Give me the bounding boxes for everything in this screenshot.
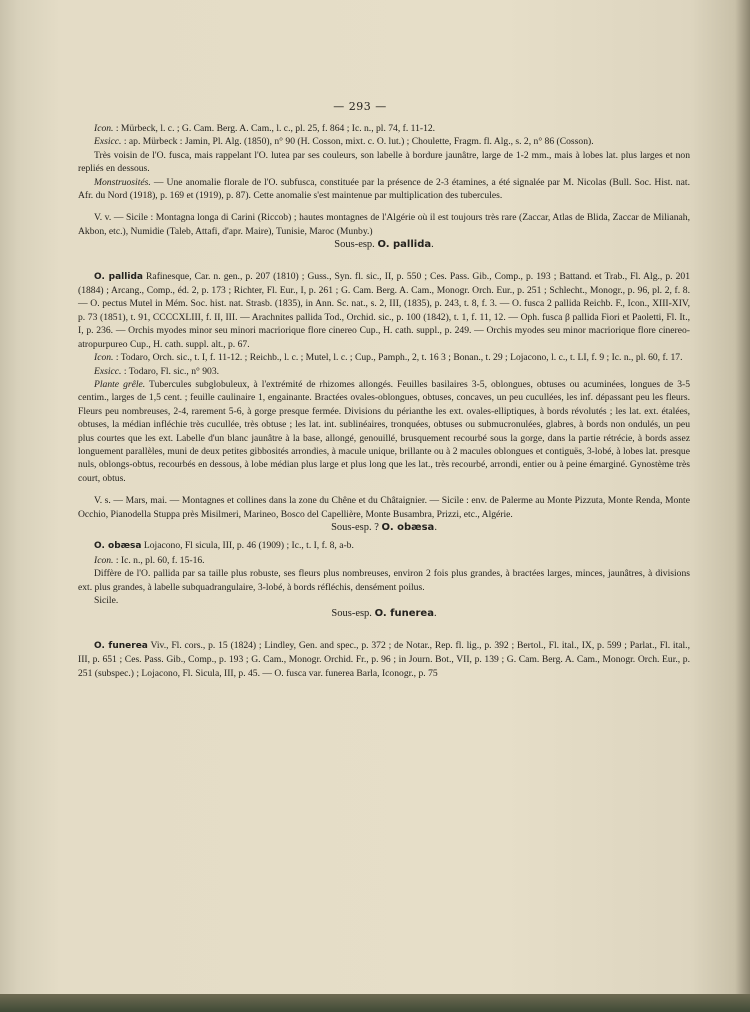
exsicc-text: : ap. Mürbeck : Jamin, Pl. Alg. (1850), n° 90 (H. Cosson, mixt. c. O. lut.) ; Choulette, Fragm. fl. Alg., s. 2, n° 86 (Cosson). [121, 136, 594, 148]
pallida-synonymy-paragraph [78, 270, 690, 351]
obaesa-description-paragraph: Diffère de l'O. pallida par sa taille plus robuste, ses fleurs plus nombreuses, environ 2 fois plus grandes, à bractées larges, minces, jaunâtres, à divisions ext. plus grandes, à labelle subquadrangulaire, 3-lobé, à bords réfléchis, densément poilus. [78, 568, 690, 593]
obaesa-icon-text: : Ic. n., pl. 60, f. 15-16. [113, 554, 205, 566]
funerea-synonymy-text: Viv., Fl. cors., p. 15 (1824) ; Lindley, Gen. and spec., p. 372 ; de Notar., Rep. fl. lig., p. 392 ; Bertol., Fl. ital., IX, p. 599 ; Parlat., Fl. ital., III, p. 651 ; Ces. Pass. Gib., Comp., p. 193 ; G. Cam., Monogr. Orchid. Fr., p. 96 ; in Journ. Bot., VII, p. 139 ; G. Cam. Berg. A. Cam., Monogr. Orch. Eur., p. 251 (subspec.) ; Lojacono, Fl. Sicula, III, p. 45. — O. fusca var. funerea Barla, Iconogr., p. 75 [78, 639, 690, 679]
heading-funerea-prefix: Sous-esp. [331, 608, 375, 620]
heading-funerea-name: O. funerea [374, 608, 434, 620]
pallida-exsicc-paragraph [78, 365, 690, 378]
heading-pallida-prefix: Sous-esp. [334, 239, 378, 251]
obaesa-name: O. obæsa [94, 541, 142, 552]
pallida-description-text: Tubercules subglobuleux, à l'extrémité de rhizomes allongés. Feuilles basilaires 3-5, oblongues, obtuses ou acuminées, longues de 3-5 centim., larges de 1,5 cent. ; feuille caulinaire 1, engainante. Bractées ovales-oblongues, obtuses, concaves, un peu cucullées, les inf. dépassant peu les fleurs. Fleurs peu nombreuses, 2-4, rarement 5-6, à gorge presque fermée. Divisions du périanthe les ext. ovales-elliptiques, à bords révolutés ; les lat. ext. étalées, obtuses, la médian infléchie très cucullée, très obtuse ; les lat. int. sublinéaires, tronquées, obtuses ou submucronulées, glabres, à bords non ondulés, un peu plus courtes que les ext. Labelle d'un blanc jaunâtre à la base, allongé, genouillé, brusquement recourbé sous la gorge, dans la partie rétrécie, à bords assez longuement parallèles, muni de deux petites gibbosités arrondies, à macule unique, brillante ou à 2 macules oblongues et contiguës, 3-lobé, à lobes lat. presque nuls, oblongs-obtus, recourbés en dessous, à lobe médian plus large et plus long que les lat., très recourbé, arrondi, entier ou à peine émarginé. Gynostème très court, obtus. [78, 378, 690, 484]
pallida-synonymy-text: Rafinesque, Car. n. gen., p. 207 (1810) ; Guss., Syn. fl. sic., II, p. 550 ; Ces. Pass. Gib., Comp., p. 193 ; Battand. et Trab., Fl. Alg., p. 201 (1884) ; Arcang., Comp., éd. 2, p. 173 ; Richter, Fl. Eur., I, p. 261 ; G. Cam. Berg. A. Cam., Monogr. Orch. Eur., p. 251 ; Schlecht., Monogr., p. 96, pl. 2, f. 8. — O. pectus Mutel in Mém. Soc. hist. nat. Strasb. (1835), in Ann. Sc. nat., s. 2, III, (1835), p. 243, t. 8, f. 3. — O. fusca 2 pallida Reichb. F., Icon., XIII-XIV, p. 73 (1851), t. 91, CCCCXLIII, f. II, III. — Arachnites pallida Tod., Orchid. sic., p. 100 (1842), t. 1, f. 11, 12. — Oph. fusca β pallida Fiori et Paoletti, Fl. It., I, p. 236. — Orchis myodes minor seu minori macriorique flore cinereo Cup., H. cath. suppl., p. 249. — Orchis myodes seu minor macriorique flore cinereo-atropurpureo Cup., H. cath. suppl. alt., p. 67. [78, 270, 690, 350]
obaesa-synonymy-text: Lojacono, Fl sicula, III, p. 46 (1909) ; Ic., t. I, f. 8, a-b. [141, 540, 354, 552]
exsicc-label: Exsicc. [94, 136, 122, 148]
pallida-description-label: Plante grêle. [94, 378, 146, 390]
heading-pallida-suffix: . [431, 239, 434, 251]
monstruosites-text: — Une anomalie florale de l'O. subfusca, constituée par la présence de 2-3 étamines, a été signalée par M. Nicolas (Bull. Soc. Hist. nat. Afr. du Nord (1918), p. 169 et (1919), p. 87). Cette anomalie s'est maintenue par multiplication des tubercules. [78, 176, 690, 202]
page-body [78, 122, 690, 680]
icon-paragraph [78, 122, 690, 135]
pallida-icon-paragraph [78, 351, 690, 364]
obaesa-distribution-paragraph: Sicile. [94, 595, 119, 606]
pallida-exsicc-label: Exsicc. [94, 365, 122, 377]
funerea-name: O. funerea [94, 640, 148, 651]
heading-pallida [78, 238, 690, 251]
pallida-description-paragraph [78, 378, 690, 485]
heading-funerea [78, 607, 690, 620]
heading-obaesa [78, 521, 690, 534]
heading-pallida-name: O. pallida [377, 239, 432, 251]
obaesa-synonymy-paragraph [78, 539, 690, 553]
heading-obaesa-prefix: Sous-esp. ? [331, 521, 382, 533]
monstruosites-label: Monstruosités. [94, 176, 151, 188]
pallida-distribution-paragraph: V. s. — Mars, mai. — Montagnes et collines dans la zone du Chêne et du Châtaignier. — Sicile : env. de Palerme au Monte Pizzuta, Monte Renda, Monte Occhio, Pianodella Stuppa près Misilmeri, Marineo, Bosco del Capellière, Monte Busambra, Prizzi, etc., Algérie. [78, 495, 690, 520]
page-number: — 293 — [333, 100, 387, 113]
pallida-exsicc-text: : Todaro, Fl. sic., n° 903. [121, 365, 220, 377]
pallida-icon-label: Icon. [94, 352, 114, 364]
icon-text: : Mürbeck, l. c. ; G. Cam. Berg. A. Cam., l. c., pl. 25, f. 864 ; Ic. n., pl. 74, f. 11-12. [113, 123, 436, 134]
monstruosites-paragraph [78, 176, 690, 203]
funerea-synonymy-paragraph [78, 639, 690, 680]
icon-label: Icon. [94, 123, 114, 134]
pallida-name: O. pallida [94, 271, 143, 282]
heading-obaesa-name: O. obæsa [381, 521, 435, 533]
heading-funerea-suffix: . [433, 608, 437, 620]
pallida-icon-text: : Todaro, Orch. sic., t. I, f. 11-12. ; Reichb., l. c. ; Mutel, l. c. ; Cup., Pamph., 2, t. 16 3 ; Bonan., t. 29 ; Lojacono, l. c., t. LI, f. 9 ; Ic. n., pl. 60, f. 17. [113, 352, 683, 364]
exsicc-paragraph [78, 135, 690, 148]
book-bottom-edge [0, 994, 750, 1012]
obaesa-icon-label: Icon. [94, 554, 114, 566]
distribution-paragraph: V. v. — Sicile : Montagna longa di Carini (Riccob) ; hautes montagnes de l'Algérie où il est toujours très rare (Zaccar, Atlas de Blida, Zaccar de Milianah, Akbon, etc.), Numidie (Taleb, Attafi, d'apr. Maire), Tunisie, Maroc (Munby.) [78, 212, 690, 237]
description-paragraph: Très voisin de l'O. fusca, mais rappelant l'O. lutea par ses couleurs, son labelle à bordure jaunâtre, large de 1-2 mm., mais à lobes lat. plus larges et non repliés en dessous. [78, 149, 690, 175]
obaesa-icon-paragraph [78, 554, 690, 567]
heading-obaesa-suffix: . [434, 521, 437, 533]
